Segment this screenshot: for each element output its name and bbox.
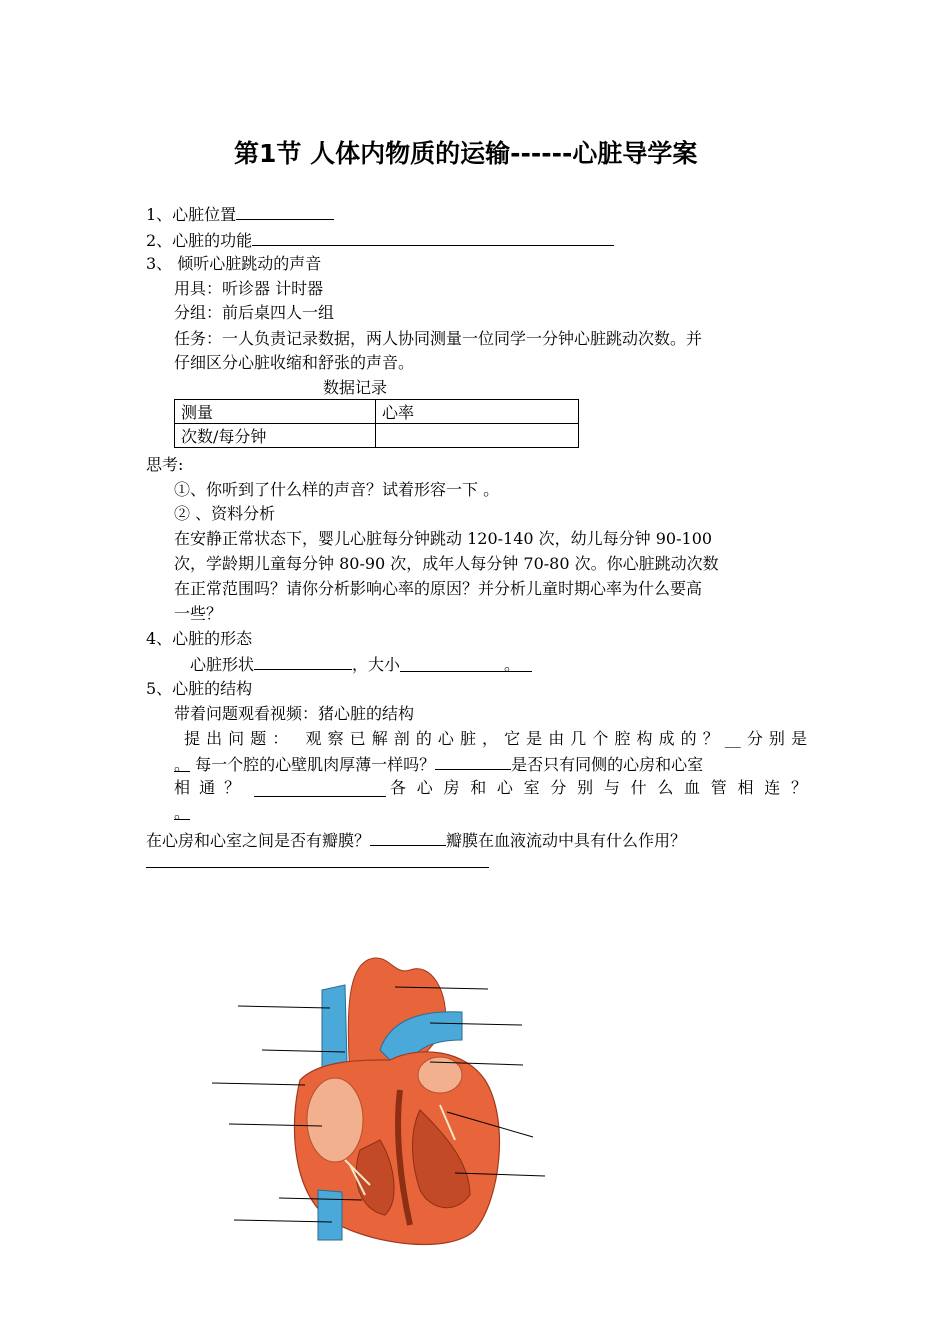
ask-line-2 [174,753,703,775]
question-1 [146,203,334,225]
answer-blank[interactable] [400,655,532,672]
table-caption: 数据记录 [323,378,388,397]
label-line [447,1112,533,1137]
question-4-heading: 4、心脏的形态 [146,629,253,648]
video-text: 带着问题观看视频：猪心脏的结构 [174,704,415,723]
page-title: 第1节 人体内物质的运输------心脏导学案 [234,139,698,168]
task-line-2: 仔细区分心脏收缩和舒张的声音。 [174,353,415,372]
answer-blank[interactable] [252,229,614,246]
table-cell-times: 次数/每分钟 [175,424,376,448]
answer-blank[interactable] [174,755,190,772]
table-cell-input[interactable] [376,424,579,448]
label-line [262,1050,345,1052]
label-line [238,1006,330,1008]
ask-line-2-period: 。 [174,755,191,774]
ask-line-3a: 相 通 ？ [174,778,243,797]
question-3-heading: 3、 倾听心脏跳动的声音 [146,254,322,273]
ask-line-4-period: 。 [174,803,191,822]
analysis-line-2: 次，学龄期儿童每分钟 80-90 次，成年人每分钟 70-80 次。你心脏跳动次数 [174,554,719,573]
analysis-line-3: 在正常范围吗？请你分析影响心率的原因？并分析儿童时期心率为什么要高 [174,579,703,598]
label-line [279,1198,362,1200]
table-row [175,424,579,448]
label-line [234,1220,332,1222]
heart-illustration [294,958,499,1245]
question-2-text: 2、心脏的功能 [146,231,253,250]
tools-text: 用具：听诊器 计时器 [174,279,324,298]
answer-line[interactable] [146,867,489,868]
label-lines [212,987,545,1222]
answer-blank[interactable] [174,803,190,820]
shape-label: 心脏形状 [190,655,255,674]
label-line [430,1023,522,1025]
group-text: 分组：前后桌四人一组 [174,303,335,322]
think-item-1: ①、你听到了什么样的声音？试着形容一下 。 [174,480,500,499]
answer-blank[interactable] [254,780,386,797]
table-row [175,400,579,424]
valve-question [146,829,686,851]
think-heading: 思考: [146,455,184,474]
question-1-text: 1、心脏位置 [146,205,237,224]
answer-blank[interactable] [370,829,446,846]
answer-blank[interactable] [435,753,511,770]
ask-line-4 [174,803,190,823]
question-2 [146,229,614,251]
task-line-1: 任务：一人负责记录数据，两人协同测量一位同学一分钟心脏跳动次数。并 [174,329,703,348]
valve-text-b: 瓣膜在血液流动中具有什么作用？ [446,831,687,850]
table-header-measure: 测量 [175,400,376,424]
analysis-line-4: 一些？ [174,604,223,623]
line-end: 。 [504,655,521,674]
label-line [430,1062,523,1065]
label-line [395,987,488,989]
answer-blank[interactable] [236,203,334,220]
label-line [229,1124,322,1126]
question-5-heading: 5、心脏的结构 [146,679,253,698]
table-header-heart-rate: 心率 [376,400,579,424]
data-table [174,399,579,448]
valve-text-a: 在心房和心室之间是否有瓣膜？ [146,831,371,850]
label-line [455,1173,545,1176]
ask-line-1: 提出问题： 观察已解剖的心脏，它是由几个腔构成的？__分别是 [184,729,807,748]
ask-line-3b: 各 心 房 和 心 室 分 别 与 什 么 血 管 相 连 ？ [390,778,807,797]
ask-line-2-text: 每一个腔的心壁肌肉厚薄一样吗？ [190,755,436,774]
answer-blank[interactable] [254,653,352,670]
ask-line-2-tail: 是否只有同侧的心房和心室 [511,755,704,774]
size-label: ，大小 [352,655,401,674]
label-line [212,1083,305,1085]
analysis-line-1: 在安静正常状态下，婴儿心脏每分钟跳动 120-140 次，幼儿每分钟 90-100 [174,529,713,548]
think-item-2: ② 、资料分析 [174,504,276,523]
question-4-line [190,653,532,675]
